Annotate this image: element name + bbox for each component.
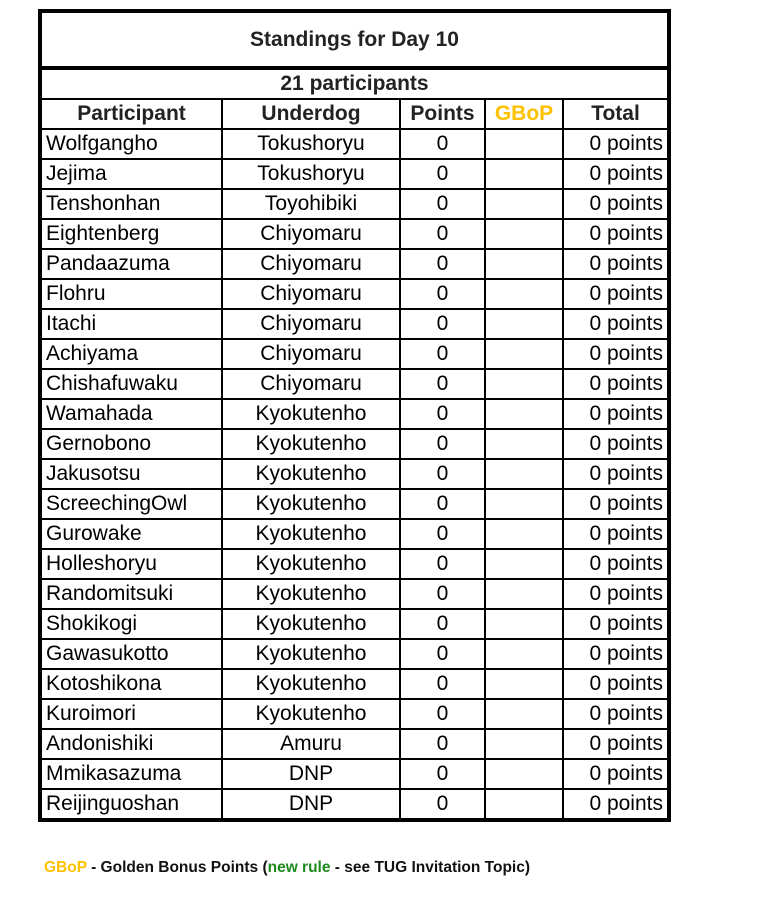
points-cell: 0: [400, 399, 485, 429]
total-cell: 0 points: [563, 129, 667, 159]
participant-cell: Pandaazuma: [42, 249, 222, 279]
participant-cell: Achiyama: [42, 339, 222, 369]
gbop-cell: [485, 459, 563, 489]
gbop-cell: [485, 189, 563, 219]
participant-cell: ScreechingOwl: [42, 489, 222, 519]
points-cell: 0: [400, 489, 485, 519]
footer-text-2: - see TUG Invitation Topic): [330, 859, 531, 876]
total-cell: 0 points: [563, 489, 667, 519]
underdog-cell: Kyokutenho: [222, 519, 400, 549]
gbop-cell: [485, 519, 563, 549]
points-cell: 0: [400, 369, 485, 399]
standings-table: [42, 13, 667, 818]
gbop-cell: [485, 789, 563, 818]
underdog-cell: Chiyomaru: [222, 309, 400, 339]
participant-cell: Shokikogi: [42, 609, 222, 639]
total-cell: 0 points: [563, 279, 667, 309]
participant-cell: Andonishiki: [42, 729, 222, 759]
total-cell: 0 points: [563, 759, 667, 789]
total-cell: 0 points: [563, 549, 667, 579]
underdog-cell: Chiyomaru: [222, 219, 400, 249]
gbop-cell: [485, 369, 563, 399]
total-cell: 0 points: [563, 579, 667, 609]
gbop-cell: [485, 579, 563, 609]
standings-table-container: [38, 9, 671, 822]
points-cell: 0: [400, 609, 485, 639]
underdog-cell: Chiyomaru: [222, 249, 400, 279]
points-cell: 0: [400, 579, 485, 609]
gbop-cell: [485, 429, 563, 459]
points-cell: 0: [400, 519, 485, 549]
footer-text: - Golden Bonus Points (: [86, 859, 268, 876]
table-row: [42, 249, 667, 279]
gbop-cell: [485, 639, 563, 669]
total-cell: 0 points: [563, 399, 667, 429]
gbop-cell: [485, 609, 563, 639]
underdog-cell: Kyokutenho: [222, 459, 400, 489]
table-title: Standings for Day 10: [42, 13, 667, 68]
underdog-cell: Chiyomaru: [222, 279, 400, 309]
participant-cell: Wamahada: [42, 399, 222, 429]
points-cell: 0: [400, 549, 485, 579]
footer-highlight: new rule: [267, 859, 331, 876]
footer-note: [44, 859, 530, 877]
gbop-cell: [485, 729, 563, 759]
header-underdog: Underdog: [222, 99, 400, 129]
total-cell: 0 points: [563, 369, 667, 399]
gbop-cell: [485, 489, 563, 519]
participant-cell: Holleshoryu: [42, 549, 222, 579]
points-cell: 0: [400, 219, 485, 249]
points-cell: 0: [400, 339, 485, 369]
underdog-cell: Kyokutenho: [222, 429, 400, 459]
points-cell: 0: [400, 159, 485, 189]
header-participant: Participant: [42, 99, 222, 129]
table-row: [42, 489, 667, 519]
gbop-cell: [485, 759, 563, 789]
total-cell: 0 points: [563, 429, 667, 459]
gbop-cell: [485, 399, 563, 429]
points-cell: 0: [400, 699, 485, 729]
total-cell: 0 points: [563, 219, 667, 249]
gbop-cell: [485, 669, 563, 699]
table-row: [42, 429, 667, 459]
total-cell: 0 points: [563, 189, 667, 219]
points-cell: 0: [400, 729, 485, 759]
gbop-cell: [485, 279, 563, 309]
underdog-cell: Kyokutenho: [222, 579, 400, 609]
participant-cell: Jejima: [42, 159, 222, 189]
total-cell: 0 points: [563, 669, 667, 699]
gbop-cell: [485, 549, 563, 579]
table-row: [42, 219, 667, 249]
participant-cell: Chishafuwaku: [42, 369, 222, 399]
underdog-cell: Kyokutenho: [222, 399, 400, 429]
table-row: [42, 579, 667, 609]
total-cell: 0 points: [563, 249, 667, 279]
underdog-cell: Kyokutenho: [222, 549, 400, 579]
gbop-cell: [485, 219, 563, 249]
points-cell: 0: [400, 669, 485, 699]
underdog-cell: DNP: [222, 789, 400, 818]
table-row: [42, 279, 667, 309]
points-cell: 0: [400, 459, 485, 489]
header-row: [42, 99, 667, 129]
table-row: [42, 669, 667, 699]
points-cell: 0: [400, 429, 485, 459]
underdog-cell: Kyokutenho: [222, 669, 400, 699]
total-cell: 0 points: [563, 729, 667, 759]
underdog-cell: Tokushoryu: [222, 159, 400, 189]
table-row: [42, 609, 667, 639]
table-row: [42, 339, 667, 369]
underdog-cell: Toyohibiki: [222, 189, 400, 219]
points-cell: 0: [400, 279, 485, 309]
total-cell: 0 points: [563, 519, 667, 549]
participant-cell: Flohru: [42, 279, 222, 309]
table-row: [42, 399, 667, 429]
underdog-cell: DNP: [222, 759, 400, 789]
points-cell: 0: [400, 249, 485, 279]
underdog-cell: Kyokutenho: [222, 639, 400, 669]
participant-cell: Randomitsuki: [42, 579, 222, 609]
participant-cell: Itachi: [42, 309, 222, 339]
total-cell: 0 points: [563, 459, 667, 489]
table-row: [42, 159, 667, 189]
total-cell: 0 points: [563, 699, 667, 729]
total-cell: 0 points: [563, 309, 667, 339]
header-points: Points: [400, 99, 485, 129]
participant-cell: Reijinguoshan: [42, 789, 222, 818]
table-row: [42, 309, 667, 339]
underdog-cell: Tokushoryu: [222, 129, 400, 159]
underdog-cell: Amuru: [222, 729, 400, 759]
table-row: [42, 369, 667, 399]
underdog-cell: Kyokutenho: [222, 609, 400, 639]
points-cell: 0: [400, 759, 485, 789]
points-cell: 0: [400, 639, 485, 669]
underdog-cell: Chiyomaru: [222, 339, 400, 369]
table-row: [42, 789, 667, 818]
participant-cell: Gawasukotto: [42, 639, 222, 669]
total-cell: 0 points: [563, 339, 667, 369]
participant-cell: Jakusotsu: [42, 459, 222, 489]
total-cell: 0 points: [563, 639, 667, 669]
table-row: [42, 699, 667, 729]
table-row: [42, 729, 667, 759]
points-cell: 0: [400, 309, 485, 339]
underdog-cell: Kyokutenho: [222, 489, 400, 519]
gbop-cell: [485, 129, 563, 159]
participant-cell: Mmikasazuma: [42, 759, 222, 789]
table-row: [42, 759, 667, 789]
header-gbop: GBoP: [485, 99, 563, 129]
points-cell: 0: [400, 129, 485, 159]
table-row: [42, 549, 667, 579]
table-row: [42, 189, 667, 219]
gbop-cell: [485, 309, 563, 339]
gbop-cell: [485, 249, 563, 279]
points-cell: 0: [400, 189, 485, 219]
count-row: [42, 68, 667, 99]
participant-count: 21 participants: [42, 68, 667, 99]
table-row: [42, 459, 667, 489]
table-row: [42, 129, 667, 159]
gbop-cell: [485, 699, 563, 729]
participant-cell: Gernobono: [42, 429, 222, 459]
participant-cell: Eightenberg: [42, 219, 222, 249]
participant-cell: Kotoshikona: [42, 669, 222, 699]
underdog-cell: Kyokutenho: [222, 699, 400, 729]
table-row: [42, 519, 667, 549]
header-total: Total: [563, 99, 667, 129]
participant-cell: Gurowake: [42, 519, 222, 549]
total-cell: 0 points: [563, 159, 667, 189]
total-cell: 0 points: [563, 789, 667, 818]
gbop-cell: [485, 339, 563, 369]
footer-term: GBoP: [44, 859, 87, 876]
participant-cell: Wolfgangho: [42, 129, 222, 159]
participant-cell: Kuroimori: [42, 699, 222, 729]
total-cell: 0 points: [563, 609, 667, 639]
underdog-cell: Chiyomaru: [222, 369, 400, 399]
table-row: [42, 639, 667, 669]
title-row: [42, 13, 667, 68]
gbop-cell: [485, 159, 563, 189]
participant-cell: Tenshonhan: [42, 189, 222, 219]
points-cell: 0: [400, 789, 485, 818]
